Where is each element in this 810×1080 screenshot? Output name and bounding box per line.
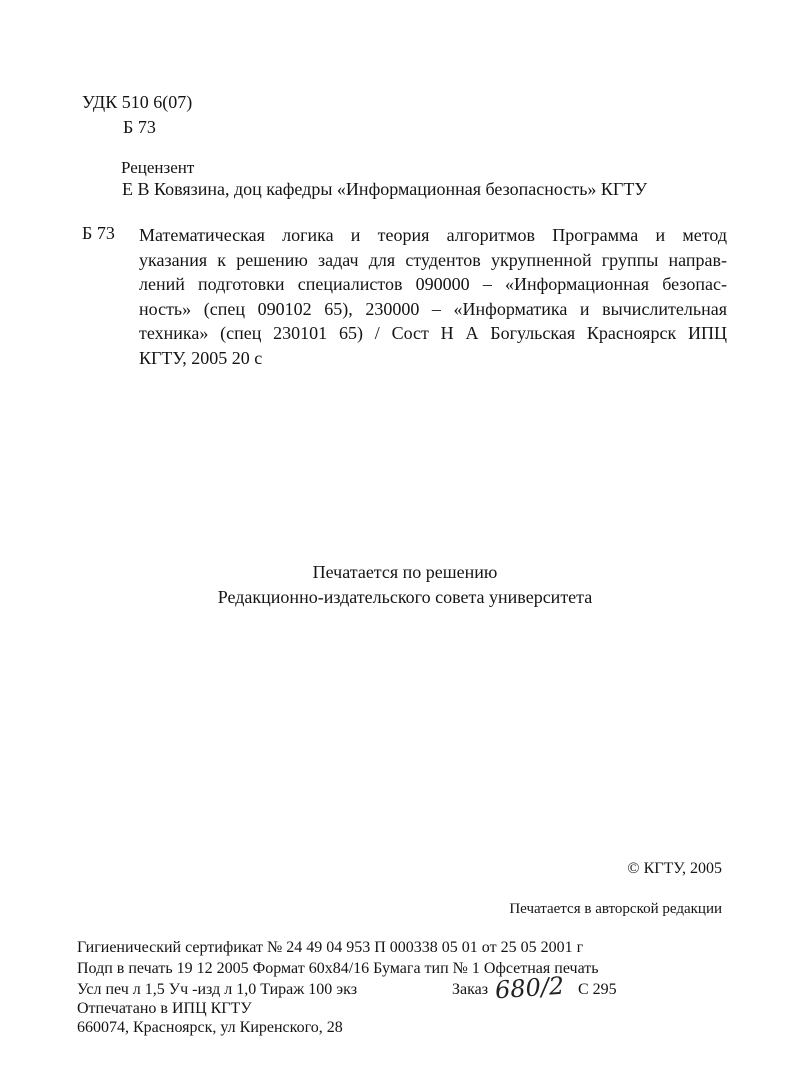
biblio-line: ность» (спец 090102 65), 230000 – «Информатика и вычислительная bbox=[139, 298, 727, 319]
biblio-line: КГТУ, 2005 20 с bbox=[139, 347, 263, 368]
print-volume: Усл печ л 1,5 Уч -изд л 1,0 Тираж 100 экз bbox=[77, 981, 358, 998]
reviewer-name: Е В Ковязина, доц кафедры «Информационная безопасность» КГТУ bbox=[122, 179, 648, 199]
biblio-line: указания к решению задач для студентов укрупненной группы направ- bbox=[139, 249, 727, 270]
copyright-notice: © КГТУ, 2005 bbox=[627, 860, 722, 877]
biblio-line: техника» (спец 230101 65) / Сост Н А Богульская Красноярск ИПЦ bbox=[139, 323, 727, 344]
udk-code: УДК 510 6(07) bbox=[82, 92, 193, 112]
reviewer-label: Рецензент bbox=[121, 158, 195, 177]
printer-address: 660074, Красноярск, ул Киренского, 28 bbox=[77, 1019, 343, 1036]
decision-line-2: Редакционно-издательского совета университета bbox=[217, 587, 593, 607]
order-number-handwritten: 680/2 bbox=[494, 971, 566, 1005]
hygiene-certificate: Гигиенический сертификат № 24 49 04 953 П 000338 05 01 от 25 05 2001 г bbox=[77, 939, 584, 956]
decision-line-1: Печатается по решению bbox=[312, 562, 498, 582]
biblio-line: лений подготовки специалистов 090000 – «Информационная безопас- bbox=[139, 274, 727, 295]
author-edition-note: Печатается в авторской редакции bbox=[509, 901, 722, 917]
bibliography-code: Б 73 bbox=[82, 223, 115, 243]
publication-decision bbox=[0, 560, 810, 610]
order-code: С 295 bbox=[578, 981, 617, 998]
print-signoff: Подп в печать 19 12 2005 Формат 60x84/16 Бумага тип № 1 Офсетная печать bbox=[77, 960, 599, 977]
printed-at: Отпечатано в ИПЦ КГТУ bbox=[77, 1000, 252, 1017]
biblio-line: Математическая логика и теория алгоритмов Программа и метод bbox=[139, 225, 727, 245]
order-label: Заказ bbox=[452, 981, 489, 998]
bbk-code: Б 73 bbox=[123, 117, 156, 137]
bibliographic-description bbox=[139, 223, 727, 371]
